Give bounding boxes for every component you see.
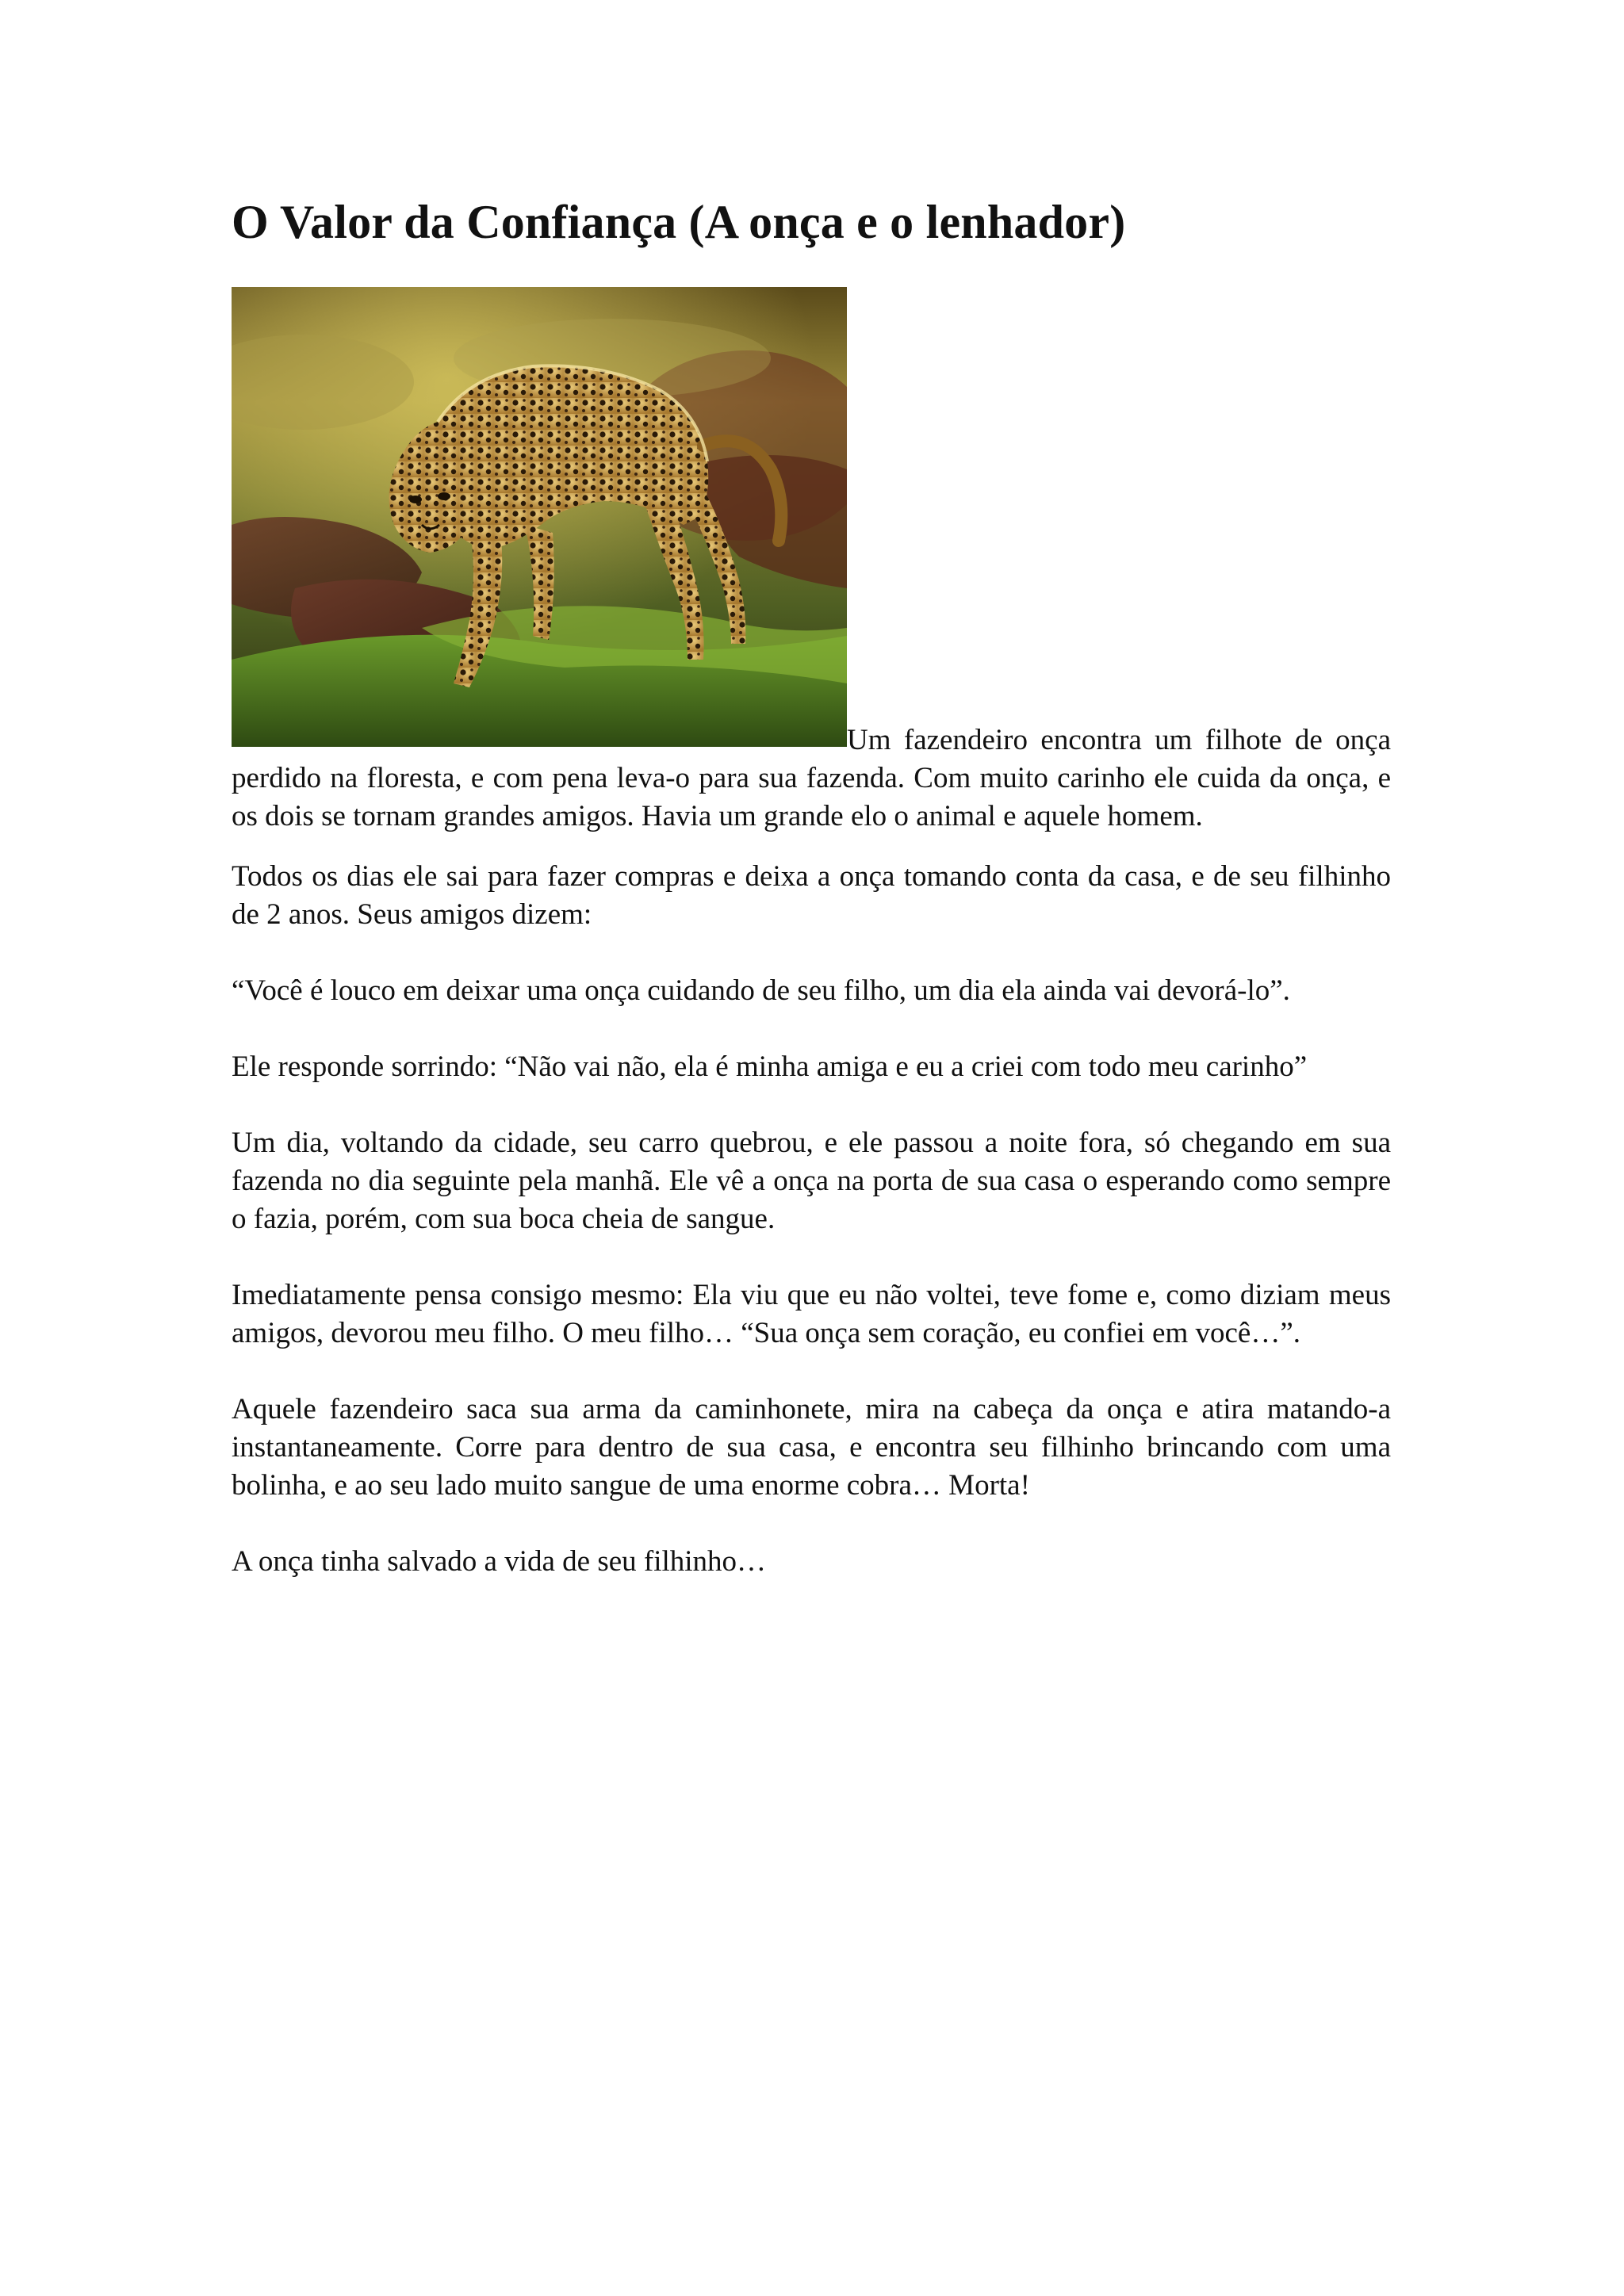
document-content (232, 190, 1391, 1581)
paragraph-2: Todos os dias ele sai para fazer compras e deixa a onça tomando conta da casa, e de seu filhinho de 2 anos. Seus amigos dizem: (232, 860, 1391, 931)
intro-paragraph (232, 721, 1391, 836)
leopard-photo-svg (232, 287, 847, 747)
paragraph-5: Um dia, voltando da cidade, seu carro quebrou, e ele passou a noite fora, só chegando em sua fazenda no dia seguinte pela manhã. Ele vê a onça na porta de sua casa o esperando como sempre o fazia, porém, com sua boca cheia de sangue. (232, 1127, 1391, 1235)
paragraph-3: “Você é louco em deixar uma onça cuidando de seu filho, um dia ela ainda vai devorá-lo”. (232, 974, 1290, 1007)
document-title: O Valor da Confiança (A onça e o lenhador) (232, 196, 1126, 248)
paragraph-6: Imediatamente pensa consigo mesmo: Ela viu que eu não voltei, teve fome e, como diziam meus amigos, devorou meu filho. O meu filho… “Sua onça sem coração, eu confiei em você…”. (232, 1279, 1391, 1349)
intro-block (232, 287, 1391, 858)
leopard-photo-icon (232, 287, 847, 747)
paragraph-4: Ele responde sorrindo: “Não vai não, ela é minha amiga e eu a criei com todo meu carinho” (232, 1050, 1308, 1083)
paragraph-8: A onça tinha salvado a vida de seu filhinho… (232, 1545, 767, 1578)
paragraph-1: Um fazendeiro encontra um filhote de onça perdido na floresta, e com pena leva-o para sua fazenda. Com muito carinho ele cuida da onça, e os dois se tornam grandes amigos. Havia um grande elo o animal e aquele homem. (232, 724, 1391, 832)
paragraph-7: Aquele fazendeiro saca sua arma da caminhonete, mira na cabeça da onça e atira matando-a instantaneamente. Corre para dentro de sua casa, e encontra seu filhinho brincando com uma bolinha, e ao seu lado muito sangue de uma enorme cobra… Morta! (232, 1393, 1391, 1502)
